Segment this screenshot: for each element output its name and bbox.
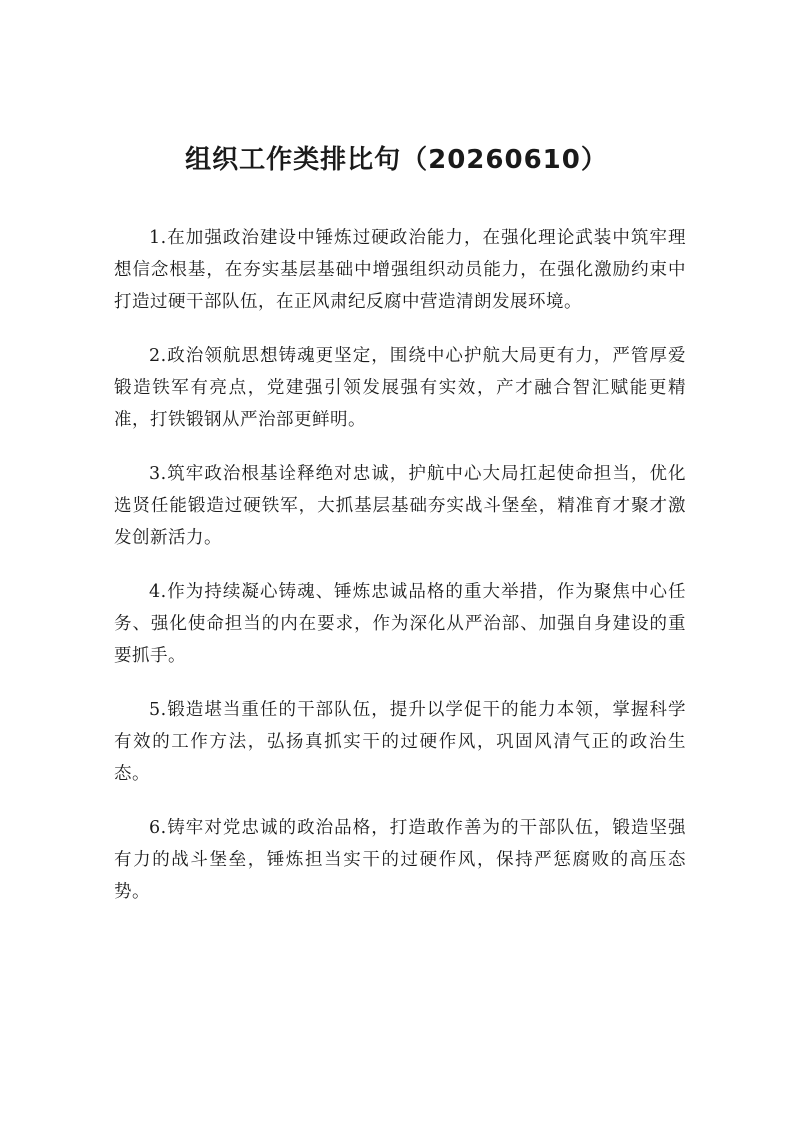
paragraph-4: 4.作为持续凝心铸魂、锤炼忠诚品格的重大举措，作为聚焦中心任务、强化使命担当的内在要求，作为深化从严治部、加强自身建设的重要抓手。 — [114, 582, 686, 666]
paragraph-3: 3.筑牢政治根基诠释绝对忠诚，护航中心大局扛起使命担当，优化选贤任能锻造过硬铁军，大抓基层基础夯实战斗堡垒，精准育才聚才激发创新活力。 — [114, 464, 686, 548]
paragraph-5: 5.锻造堪当重任的干部队伍，提升以学促干的能力本领，掌握科学有效的工作方法，弘扬真抓实干的过硬作风，巩固风清气正的政治生态。 — [114, 700, 686, 784]
paragraph-6: 6.铸牢对党忠诚的政治品格，打造敢作善为的干部队伍，锻造坚强有力的战斗堡垒，锤炼担当实干的过硬作风，保持严惩腐败的高压态势。 — [114, 818, 686, 902]
paragraph-1: 1.在加强政治建设中锤炼过硬政治能力，在强化理论武装中筑牢理想信念根基，在夯实基层基础中增强组织动员能力，在强化激励约束中打造过硬干部队伍，在正风肃纪反腐中营造清朗发展环境。 — [114, 228, 686, 312]
document-title: 组织工作类排比句（20260610） — [185, 145, 608, 175]
document-body — [114, 222, 686, 930]
paragraph-2: 2.政治领航思想铸魂更坚定，围绕中心护航大局更有力，严管厚爱锻造铁军有亮点，党建强引领发展强有实效，产才融合智汇赋能更精准，打铁锻钢从严治部更鲜明。 — [114, 346, 686, 430]
